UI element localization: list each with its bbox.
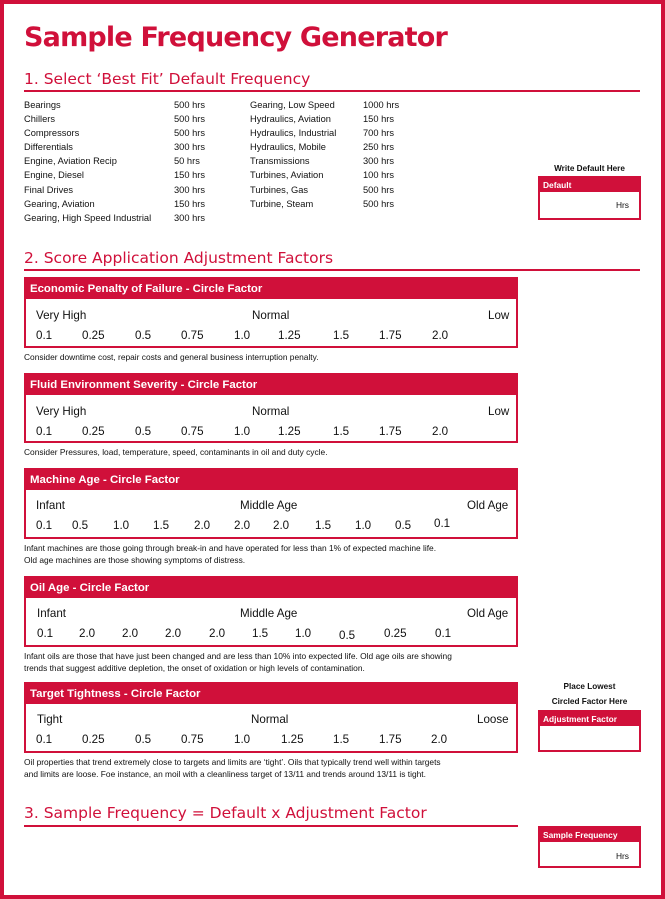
frequency-row [24, 197, 224, 211]
component-name: Turbine, Steam [250, 198, 314, 209]
factor-note [24, 447, 328, 459]
scale-label-right: Low [488, 405, 510, 418]
component-frequency: 500 hrs [363, 184, 395, 195]
frequency-row [24, 168, 224, 182]
factor-value-option[interactable]: 2.0 [432, 329, 449, 342]
note-line: Old age machines are those showing symptoms of distress. [24, 554, 246, 565]
note-line: Consider Pressures, load, temperature, speed, contaminants in oil and duty cycle. [24, 447, 328, 457]
frequency-row [250, 112, 420, 126]
factor-scale [26, 598, 516, 645]
component-frequency: 150 hrs [174, 198, 206, 209]
adjustment-box-header: Adjustment Factor [540, 712, 639, 726]
factor-value-option[interactable]: 2.0 [432, 425, 449, 438]
section-1-rule [24, 90, 640, 92]
note-line: Infant oils are those that have just been changed and are less than 10% into expected life. Old age oils are showing [24, 651, 452, 661]
factor-value-option[interactable]: 0.25 [82, 425, 105, 438]
factor-value-option[interactable]: 2.0 [122, 627, 139, 640]
component-name: Hydraulics, Industrial [250, 128, 337, 139]
scale-label-middle: Normal [251, 713, 289, 726]
frequency-row [250, 98, 420, 112]
factor-scale [26, 299, 516, 346]
scale-label-left: Infant [36, 499, 66, 512]
default-box-unit: Hrs [615, 200, 629, 210]
scale-label-middle: Normal [252, 309, 290, 322]
frequency-row [250, 126, 420, 140]
factor-value-option[interactable]: 0.75 [181, 733, 204, 746]
caption-line: Place Lowest [563, 682, 616, 691]
scale-label-middle: Middle Age [240, 499, 298, 512]
component-name: Gearing, Aviation [24, 198, 95, 209]
section-1-heading: 1. Select ‘Best Fit’ Default Frequency [24, 70, 311, 88]
component-frequency: 300 hrs [174, 184, 206, 195]
factor-value-option[interactable]: 1.5 [333, 425, 350, 438]
sample-frequency-box[interactable] [538, 826, 641, 868]
component-frequency: 1000 hrs [363, 100, 400, 110]
factor-value-option[interactable]: 1.5 [333, 733, 350, 746]
component-name: Turbines, Gas [250, 184, 309, 195]
component-frequency: 500 hrs [174, 114, 206, 125]
component-frequency: 700 hrs [363, 128, 395, 139]
factor-scale [26, 395, 516, 441]
factor-box-economic-penalty [24, 277, 518, 348]
factor-value-option[interactable]: 2.0 [165, 627, 182, 640]
factor-value-option[interactable]: 1.0 [295, 627, 312, 640]
factor-header: Oil Age - Circle Factor [26, 578, 516, 598]
section-2-heading: 2. Score Application Adjustment Factors [24, 249, 334, 267]
component-name: Engine, Aviation Recip [24, 156, 117, 167]
frequency-row [24, 140, 224, 154]
factor-value-option[interactable]: 0.5 [135, 329, 152, 342]
factor-header: Economic Penalty of Failure - Circle Factor [26, 279, 516, 299]
factor-value-option[interactable]: 0.75 [181, 425, 204, 438]
component-frequency: 150 hrs [174, 170, 206, 181]
factor-value-option[interactable]: 0.25 [82, 733, 105, 746]
frequency-row [250, 183, 420, 197]
component-name: Hydraulics, Mobile [250, 142, 326, 153]
component-name: Hydraulics, Aviation [250, 114, 331, 125]
scale-label-right: Old Age [467, 607, 509, 620]
component-name: Turbines, Aviation [250, 170, 324, 181]
factor-value-option[interactable]: 0.5 [135, 733, 152, 746]
frequency-row [24, 154, 224, 168]
factor-value-option[interactable]: 1.0 [234, 425, 251, 438]
frequency-row [24, 183, 224, 197]
note-line: Oil properties that trend extremely close to targets and limits are ‘tight’. Oils that typically trend well within targets [24, 757, 441, 767]
component-frequency: 500 hrs [174, 100, 206, 110]
section-3-heading: 3. Sample Frequency = Default x Adjustment Factor [24, 804, 427, 822]
default-box-header: Default [540, 178, 639, 192]
factor-value-option[interactable]: 1.5 [333, 329, 350, 342]
section-2-rule [24, 269, 640, 271]
scale-label-right: Loose [477, 713, 509, 726]
frequency-row [250, 197, 420, 211]
component-frequency: 50 hrs [174, 156, 200, 167]
frequency-row [24, 98, 224, 112]
component-frequency: 500 hrs [174, 128, 206, 139]
factor-value-option[interactable]: 1.75 [379, 329, 402, 342]
factor-value-option[interactable]: 2.0 [431, 733, 448, 746]
factor-box-oil-age [24, 576, 518, 647]
factor-value-option[interactable]: 0.5 [395, 519, 412, 532]
factor-value-option[interactable]: 2.0 [209, 627, 226, 640]
factor-value-option[interactable]: 1.5 [153, 519, 170, 532]
frequency-row [24, 126, 224, 140]
factor-value-option[interactable]: 1.0 [234, 733, 251, 746]
section-3-rule [24, 825, 518, 827]
component-name: Chillers [24, 114, 55, 125]
note-line: and limits are loose. Foe instance, an moil with a cleanliness target of 13/11 and trends around 13/11 is tight. [24, 768, 426, 779]
scale-label-left: Infant [37, 607, 67, 620]
factor-value-option[interactable]: 0.5 [72, 519, 89, 532]
factor-value-option[interactable]: 0.75 [181, 329, 204, 342]
frequency-row [250, 168, 420, 182]
factor-value-option[interactable]: 1.0 [355, 519, 372, 532]
factor-value-option[interactable]: 0.1 [37, 627, 54, 640]
note-line: Consider downtime cost, repair costs and general business interruption penalty. [24, 352, 319, 362]
scale-label-left: Very High [36, 405, 87, 418]
factor-value-option[interactable]: 0.5 [339, 629, 356, 642]
factor-value-option[interactable]: 0.1 [36, 519, 53, 532]
component-frequency: 300 hrs [174, 212, 206, 223]
factor-header: Target Tightness - Circle Factor [26, 684, 516, 704]
factor-scale [26, 704, 516, 751]
frequency-list-right [250, 98, 420, 211]
factor-value-option[interactable]: 1.0 [113, 519, 130, 532]
factor-value-option[interactable]: 0.1 [435, 627, 452, 640]
component-name: Engine, Diesel [24, 170, 84, 181]
caption-line: Circled Factor Here [551, 696, 628, 706]
component-name: Gearing, Low Speed [250, 100, 335, 110]
factor-note [24, 757, 441, 780]
factor-note [24, 651, 452, 674]
component-frequency: 500 hrs [363, 198, 395, 209]
scale-label-left: Very High [36, 309, 87, 322]
adjustment-factor-box[interactable] [538, 710, 641, 752]
factor-value-option[interactable]: 2.0 [234, 519, 251, 532]
frequency-row [250, 140, 420, 154]
frequency-row [24, 211, 224, 225]
scale-label-left: Tight [37, 713, 63, 726]
factor-box-target-tightness [24, 682, 518, 753]
component-name: Bearings [24, 100, 61, 110]
component-frequency: 150 hrs [363, 114, 395, 125]
scale-label-middle: Normal [252, 405, 290, 418]
component-name: Differentials [24, 142, 73, 153]
component-frequency: 300 hrs [363, 156, 395, 167]
factor-header: Fluid Environment Severity - Circle Factor [26, 375, 516, 395]
factor-value-option[interactable]: 0.1 [36, 733, 53, 746]
scale-label-right: Old Age [467, 499, 509, 512]
note-line: trends that suggest additive depletion, the onset of oxidation or high levels of contamination. [24, 662, 365, 673]
factor-header: Machine Age - Circle Factor [26, 470, 516, 490]
scale-label-right: Low [488, 309, 510, 322]
factor-value-option[interactable]: 0.5 [135, 425, 152, 438]
frequency-row [250, 154, 420, 168]
factor-value-option[interactable]: 1.75 [379, 733, 402, 746]
sample-frequency-unit: Hrs [615, 851, 629, 861]
component-name: Transmissions [250, 156, 310, 167]
factor-box-fluid-environment [24, 373, 518, 443]
factor-value-option[interactable]: 0.25 [82, 329, 105, 342]
factor-note [24, 352, 319, 364]
factor-value-option[interactable]: 2.0 [273, 519, 290, 532]
factor-value-option[interactable]: 1.25 [281, 733, 304, 746]
component-frequency: 250 hrs [363, 142, 395, 153]
factor-box-machine-age [24, 468, 518, 539]
factor-value-option[interactable]: 0.1 [36, 329, 53, 342]
component-name: Compressors [24, 128, 80, 139]
factor-value-option[interactable]: 1.75 [379, 425, 402, 438]
scale-label-middle: Middle Age [240, 607, 298, 620]
factor-value-option[interactable]: 0.25 [384, 627, 407, 640]
frequency-row [24, 112, 224, 126]
note-line: Infant machines are those going through break-in and have operated for less than 1% of expected machine life. [24, 543, 437, 553]
factor-value-option[interactable]: 2.0 [79, 627, 96, 640]
page-title: Sample Frequency Generator [24, 22, 448, 53]
factor-value-option[interactable]: 1.25 [278, 425, 301, 438]
default-frequency-box[interactable] [538, 176, 641, 220]
factor-value-option[interactable]: 1.5 [252, 627, 269, 640]
component-frequency: 100 hrs [363, 170, 395, 181]
component-frequency: 300 hrs [174, 142, 206, 153]
factor-value-option[interactable]: 1.0 [234, 329, 251, 342]
factor-value-option[interactable]: 1.5 [315, 519, 332, 532]
adjustment-caption [538, 680, 641, 709]
factor-value-option[interactable]: 0.1 [36, 425, 53, 438]
factor-value-option[interactable]: 0.1 [434, 517, 451, 530]
default-caption: Write Default Here [554, 164, 625, 173]
frequency-list-left [24, 98, 224, 225]
component-name: Final Drives [24, 184, 74, 195]
factor-scale [26, 490, 516, 537]
sample-frequency-header: Sample Frequency [540, 828, 639, 842]
factor-value-option[interactable]: 1.25 [278, 329, 301, 342]
component-name: Gearing, High Speed Industrial [24, 212, 152, 223]
factor-note [24, 543, 436, 566]
factor-value-option[interactable]: 2.0 [194, 519, 211, 532]
